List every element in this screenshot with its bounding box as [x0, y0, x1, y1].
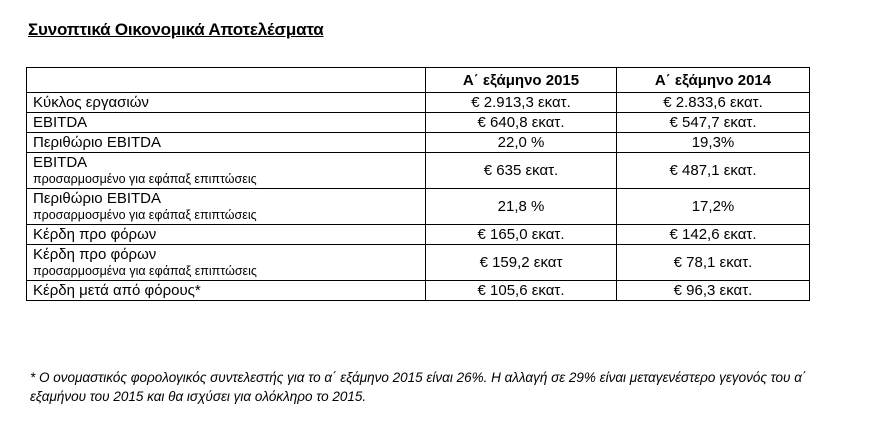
row-label-subtext: προσαρμοσμένα για εφάπαξ επιπτώσεις: [33, 264, 257, 278]
header-label-column: [27, 68, 426, 93]
footnote: * Ο ονομαστικός φορολογικός συντελεστής για το α΄ εξάμηνο 2015 είναι 26%. Η αλλαγή σε 29% είναι μεταγενέστερο γεγονός του α΄ εξαμήνου του 2015 και θα ισχύσει για ολόκληρο το 2015.: [30, 370, 807, 404]
page-title: Συνοπτικά Οικονομικά Αποτελέσματα: [28, 20, 324, 39]
table-row: [27, 245, 810, 281]
value-2014: € 142,6 εκατ.: [617, 225, 810, 245]
row-label-text: Κέρδη μετά από φόρους*: [33, 282, 201, 299]
value-2015: 21,8 %: [426, 189, 617, 225]
row-label: [27, 93, 426, 113]
row-label: [27, 189, 426, 225]
value-2015: € 105,6 εκατ.: [426, 281, 617, 301]
row-label: [27, 133, 426, 153]
row-label: [27, 113, 426, 133]
row-label-text: Κέρδη προ φόρων: [33, 226, 157, 243]
value-2014: 19,3%: [617, 133, 810, 153]
row-label: [27, 245, 426, 281]
row-label-text: Περιθώριο EBITDA: [33, 190, 161, 207]
header-h1-2015: Α΄ εξάμηνο 2015: [426, 68, 617, 93]
table-row: [27, 93, 810, 113]
value-2014: € 547,7 εκατ.: [617, 113, 810, 133]
value-2014: € 487,1 εκατ.: [617, 153, 810, 189]
row-label-subtext: προσαρμοσμένο για εφάπαξ επιπτώσεις: [33, 172, 257, 186]
table-row: [27, 113, 810, 133]
row-label-text: Περιθώριο EBITDA: [33, 134, 161, 151]
value-2015: € 635 εκατ.: [426, 153, 617, 189]
row-label-text: Κύκλος εργασιών: [33, 94, 149, 111]
row-label-subtext: προσαρμοσμένο για εφάπαξ επιπτώσεις: [33, 208, 257, 222]
table-row: [27, 189, 810, 225]
header-h1-2014: Α΄ εξάμηνο 2014: [617, 68, 810, 93]
row-label-text: EBITDA: [33, 154, 88, 171]
table-row: [27, 153, 810, 189]
value-2015: € 2.913,3 εκατ.: [426, 93, 617, 113]
value-2015: 22,0 %: [426, 133, 617, 153]
financial-results-table: [26, 67, 810, 301]
row-label-text: Κέρδη προ φόρων: [33, 246, 157, 263]
table-row: [27, 225, 810, 245]
table-row: [27, 281, 810, 301]
value-2014: € 96,3 εκατ.: [617, 281, 810, 301]
value-2014: € 2.833,6 εκατ.: [617, 93, 810, 113]
value-2015: € 165,0 εκατ.: [426, 225, 617, 245]
row-label-text: EBITDA: [33, 114, 88, 131]
value-2014: € 78,1 εκατ.: [617, 245, 810, 281]
row-label: [27, 281, 426, 301]
value-2015: € 640,8 εκατ.: [426, 113, 617, 133]
row-label: [27, 153, 426, 189]
table-row: [27, 133, 810, 153]
row-label: [27, 225, 426, 245]
table-header-row: [27, 68, 810, 93]
value-2015: € 159,2 εκατ: [426, 245, 617, 281]
value-2014: 17,2%: [617, 189, 810, 225]
